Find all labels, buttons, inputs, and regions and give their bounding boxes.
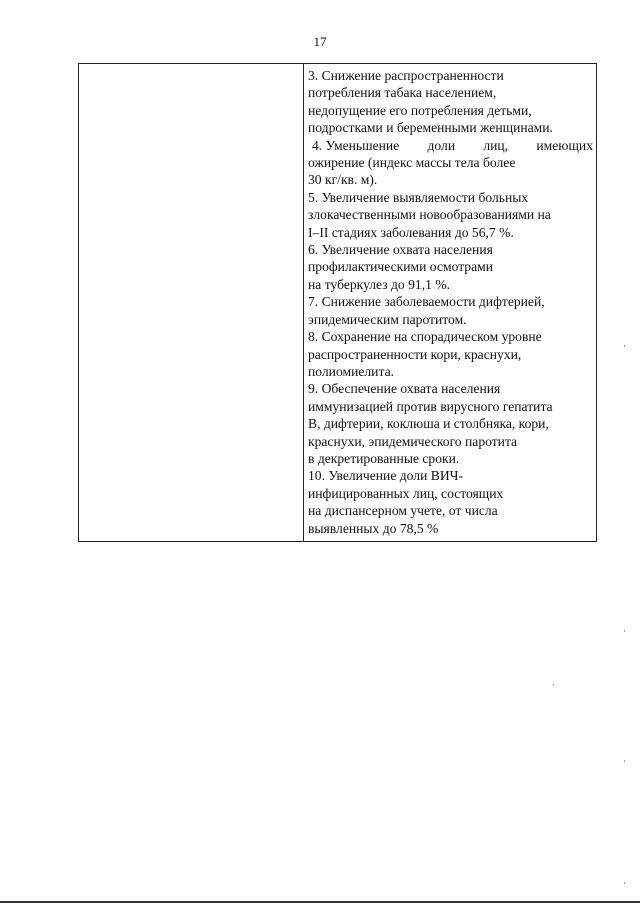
indicators-table	[78, 63, 597, 542]
text-line: I–II стадиях заболевания до 56,7 %.	[308, 224, 514, 240]
text-line: потребления табака населением,	[308, 85, 497, 101]
text-line: 8. Сохранение на спорадическом уровне	[308, 329, 542, 345]
page-number: 17	[313, 34, 327, 49]
text-line: злокачественными новообразованиями на	[308, 207, 551, 223]
scan-speck	[624, 630, 625, 632]
list-item-6	[308, 241, 595, 293]
scan-speck	[624, 760, 625, 762]
text-line: выявленных до 78,5 %	[308, 520, 439, 536]
list-item-4	[308, 137, 595, 189]
text-line: 7. Снижение заболеваемости дифтерией,	[308, 294, 545, 310]
text-line: краснухи, эпидемического паротита	[308, 433, 518, 449]
table-left-cell	[79, 64, 303, 541]
justified-line	[308, 137, 595, 154]
word: лиц,	[483, 137, 509, 153]
word: имеющих	[536, 137, 593, 153]
word: 4. Уменьшение	[312, 137, 400, 153]
text-line: распространенности кори, краснухи,	[308, 346, 522, 362]
page-bottom-edge	[0, 901, 640, 903]
word: доли	[427, 137, 456, 153]
text-line: на диспансерном учете, от числа	[308, 503, 498, 519]
list-item-8	[308, 328, 595, 380]
list-item-5	[308, 189, 595, 241]
text-line: 30 кг/кв. м).	[308, 172, 378, 188]
text-line: в декретированные сроки.	[308, 450, 460, 466]
text-line: ожирение (индекс массы тела более	[308, 155, 516, 171]
text-line: эпидемическим паротитом.	[308, 311, 467, 327]
scan-speck	[624, 882, 625, 884]
list-item-9	[308, 380, 595, 467]
list-item-7	[308, 293, 595, 328]
list-item-3	[308, 67, 595, 137]
text-line: профилактическими осмотрами	[308, 259, 494, 275]
text-line: недопущение его потребления детьми,	[308, 102, 532, 118]
text-line: инфицированных лиц, состоящих	[308, 485, 504, 501]
text-line: 5. Увеличение выявляемости больных	[308, 189, 529, 205]
text-line: 6. Увеличение охвата населения	[308, 242, 493, 258]
list-item-10	[308, 467, 595, 537]
text-line: В, дифтерии, коклюша и столбняка, кори,	[308, 416, 549, 432]
text-line: 3. Снижение распространенности	[308, 68, 504, 83]
text-line: полиомиелита.	[308, 363, 394, 379]
scan-speck	[624, 345, 625, 347]
text-line: 10. Увеличение доли ВИЧ-	[308, 468, 463, 484]
scan-speck	[553, 684, 554, 686]
text-line: иммунизацией против вирусного гепатита	[308, 398, 553, 414]
text-line: на туберкулез до 91,1 %.	[308, 276, 451, 292]
text-line: подростками и беременными женщинами.	[308, 120, 553, 136]
table-column-divider	[303, 64, 304, 541]
text-line: 9. Обеспечение охвата населения	[308, 381, 501, 397]
table-right-cell	[308, 67, 595, 537]
